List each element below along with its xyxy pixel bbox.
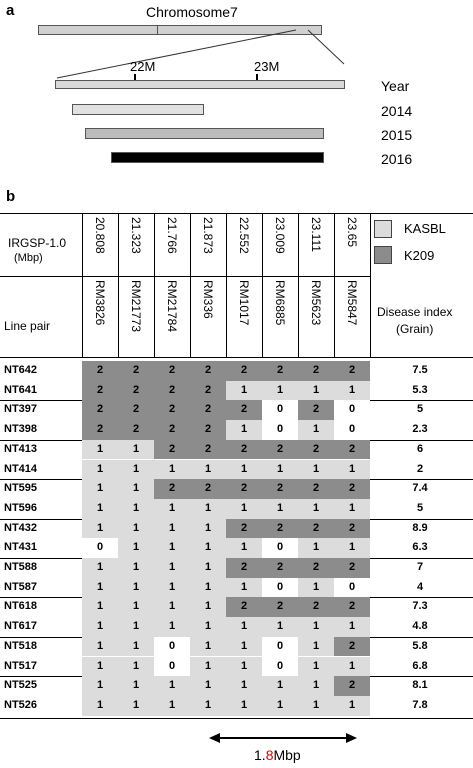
genotype-cell: 1 bbox=[226, 637, 262, 657]
line-pair-label: Line pair bbox=[4, 319, 51, 333]
interval-bar-2016 bbox=[111, 152, 324, 163]
marker-header bbox=[334, 280, 370, 356]
genotype-cell: 2 bbox=[190, 479, 226, 499]
genotype-cell: 1 bbox=[190, 637, 226, 657]
disease-index-value: 2 bbox=[416, 462, 424, 475]
position-value: 23.111 bbox=[309, 217, 323, 252]
genotype-cell: 2 bbox=[226, 519, 262, 539]
genotype-cell: 1 bbox=[190, 558, 226, 578]
genotype-cell: 0 bbox=[262, 420, 298, 440]
genotype-cell: 1 bbox=[298, 578, 334, 598]
genotype-cell: 1 bbox=[190, 617, 226, 637]
genotype-cell: 1 bbox=[118, 538, 154, 558]
genotype-cell: 0 bbox=[334, 400, 370, 420]
genotype-cell: 1 bbox=[298, 460, 334, 480]
genotype-cell: 1 bbox=[82, 617, 118, 637]
interval-bar-2015 bbox=[85, 128, 324, 139]
genotype-cell: 1 bbox=[334, 617, 370, 637]
genotype-cell: 2 bbox=[298, 479, 334, 499]
position-header bbox=[118, 217, 154, 275]
genotype-cell: 1 bbox=[82, 460, 118, 480]
position-value: 21.323 bbox=[129, 217, 143, 254]
marker-name: RM21784 bbox=[165, 280, 179, 333]
row-line-name: NT588 bbox=[4, 561, 38, 573]
disease-index-value: 4.8 bbox=[412, 620, 428, 633]
genotype-cell: 2 bbox=[298, 361, 334, 381]
genotype-cell: 2 bbox=[118, 381, 154, 401]
reference-label: IRGSP-1.0 bbox=[8, 236, 67, 250]
genotype-cell: 1 bbox=[154, 538, 190, 558]
marker-header bbox=[262, 280, 298, 356]
genotype-cell: 1 bbox=[190, 597, 226, 617]
genotype-cell: 2 bbox=[226, 597, 262, 617]
genotype-cell: 2 bbox=[298, 597, 334, 617]
disease-index-value: 7.8 bbox=[412, 698, 428, 711]
disease-index-value: 5.3 bbox=[412, 383, 428, 396]
disease-index-value: 7 bbox=[416, 561, 424, 573]
genotype-cell: 1 bbox=[154, 499, 190, 519]
genotype-cell: 2 bbox=[334, 479, 370, 499]
legend-k209-label: K209 bbox=[404, 248, 435, 263]
genotype-cell: 1 bbox=[118, 637, 154, 657]
position-header bbox=[298, 217, 334, 275]
position-header bbox=[262, 217, 298, 275]
panel-a-letter: a bbox=[6, 2, 15, 19]
genotype-cell: 2 bbox=[226, 440, 262, 460]
marker-name: RM336 bbox=[201, 280, 215, 319]
genotype-cell: 0 bbox=[262, 400, 298, 420]
genotype-cell: 0 bbox=[82, 538, 118, 558]
row-line-name: NT587 bbox=[4, 580, 38, 593]
disease-index-value: 5.8 bbox=[412, 639, 428, 652]
disease-index-value: 5 bbox=[416, 501, 424, 514]
genotype-cell: 1 bbox=[226, 676, 262, 696]
genotype-cell: 2 bbox=[334, 637, 370, 657]
disease-index-value: 2.3 bbox=[412, 423, 428, 436]
genotype-cell: 1 bbox=[154, 676, 190, 696]
genotype-cell: 1 bbox=[334, 696, 370, 716]
year-header: Year bbox=[381, 78, 410, 94]
genotype-cell: 1 bbox=[190, 519, 226, 539]
position-header bbox=[82, 217, 118, 275]
genotype-cell: 1 bbox=[118, 597, 154, 617]
marker-header bbox=[82, 280, 118, 356]
genotype-cell: 1 bbox=[154, 558, 190, 578]
marker-name: RM5623 bbox=[309, 280, 323, 326]
position-value: 22.552 bbox=[237, 217, 251, 254]
marker-header bbox=[118, 280, 154, 356]
genotype-cell: 1 bbox=[82, 479, 118, 499]
genotype-cell: 0 bbox=[262, 657, 298, 677]
genotype-cell: 2 bbox=[190, 420, 226, 440]
genotype-cell: 1 bbox=[334, 499, 370, 519]
genotype-cell: 0 bbox=[154, 637, 190, 657]
scale-prefix: 1. bbox=[254, 747, 266, 763]
row-line-name: NT526 bbox=[4, 698, 38, 711]
scale-suffix: Mbp bbox=[273, 747, 301, 763]
genotype-cell: 1 bbox=[298, 637, 334, 657]
genotype-cell: 1 bbox=[262, 696, 298, 716]
zoom-region-bar bbox=[55, 80, 345, 89]
genotype-cell: 2 bbox=[82, 361, 118, 381]
disease-index-value: 6.3 bbox=[412, 541, 428, 554]
year-label-2016: 2016 bbox=[381, 151, 413, 167]
legend-k209-swatch bbox=[374, 246, 392, 264]
position-header bbox=[190, 217, 226, 275]
genotype-cell: 1 bbox=[82, 676, 118, 696]
genotype-cell: 2 bbox=[154, 361, 190, 381]
genotype-cell: 2 bbox=[226, 479, 262, 499]
genotype-cell: 2 bbox=[154, 381, 190, 401]
genotype-cell: 1 bbox=[82, 657, 118, 677]
genotype-cell: 1 bbox=[154, 460, 190, 480]
genotype-cell: 1 bbox=[298, 676, 334, 696]
scale-arrow bbox=[0, 724, 473, 754]
position-header bbox=[334, 217, 370, 275]
genotype-cell: 2 bbox=[154, 420, 190, 440]
genotype-cell: 1 bbox=[262, 617, 298, 637]
genotype-cell: 2 bbox=[262, 597, 298, 617]
genotype-cell: 1 bbox=[334, 538, 370, 558]
genotype-cell: 1 bbox=[154, 696, 190, 716]
row-line-name: NT641 bbox=[4, 383, 38, 396]
genotype-cell: 2 bbox=[226, 361, 262, 381]
genotype-cell: 1 bbox=[334, 460, 370, 480]
genotype-cell: 2 bbox=[298, 558, 334, 578]
genotype-cell: 2 bbox=[298, 440, 334, 460]
genotype-cell: 2 bbox=[82, 400, 118, 420]
genotype-cell: 1 bbox=[190, 460, 226, 480]
position-header bbox=[154, 217, 190, 275]
genotype-cell: 0 bbox=[334, 578, 370, 598]
genotype-cell: 1 bbox=[82, 519, 118, 539]
legend-kasbl-swatch bbox=[374, 220, 392, 238]
year-label-2014: 2014 bbox=[381, 103, 413, 119]
panel-b-letter: b bbox=[6, 188, 16, 205]
chromosome-label: Chromosome7 bbox=[146, 4, 238, 20]
genotype-cell: 1 bbox=[190, 696, 226, 716]
genotype-cell: 1 bbox=[298, 499, 334, 519]
genotype-cell: 1 bbox=[262, 381, 298, 401]
disease-index-value: 6.8 bbox=[412, 659, 428, 672]
genotype-cell: 0 bbox=[154, 657, 190, 677]
genotype-cell: 1 bbox=[82, 440, 118, 460]
disease-index-value: 8.1 bbox=[412, 679, 428, 692]
interval-bar-2014 bbox=[72, 104, 204, 115]
marker-name: RM21773 bbox=[129, 280, 143, 333]
genotype-cell: 2 bbox=[82, 381, 118, 401]
genotype-cell: 0 bbox=[334, 420, 370, 440]
genotype-cell: 1 bbox=[82, 696, 118, 716]
genotype-cell: 1 bbox=[118, 440, 154, 460]
row-line-name: NT398 bbox=[4, 423, 38, 436]
position-value: 23.65 bbox=[345, 217, 359, 248]
genotype-cell: 2 bbox=[334, 361, 370, 381]
genotype-cell: 1 bbox=[226, 696, 262, 716]
genotype-cell: 1 bbox=[118, 578, 154, 598]
row-line-name: NT397 bbox=[4, 403, 38, 416]
row-line-name: NT413 bbox=[4, 442, 38, 455]
position-value: 21.873 bbox=[201, 217, 215, 254]
genotype-cell: 1 bbox=[190, 657, 226, 677]
row-line-name: NT642 bbox=[4, 364, 38, 376]
genotype-cell: 2 bbox=[334, 597, 370, 617]
genotype-cell: 1 bbox=[154, 597, 190, 617]
genotype-cell: 1 bbox=[118, 479, 154, 499]
genotype-cell: 2 bbox=[118, 400, 154, 420]
row-line-name: NT595 bbox=[4, 482, 38, 495]
row-line-name: NT518 bbox=[4, 639, 38, 652]
genotype-cell: 2 bbox=[82, 420, 118, 440]
row-line-name: NT618 bbox=[4, 600, 38, 613]
disease-index-value: 5 bbox=[416, 403, 424, 416]
disease-index-label: Disease index bbox=[377, 305, 453, 319]
disease-index-value: 7.5 bbox=[412, 364, 428, 376]
genotype-cell: 2 bbox=[226, 558, 262, 578]
genotype-cell: 0 bbox=[262, 538, 298, 558]
genotype-cell: 1 bbox=[190, 538, 226, 558]
genotype-cell: 1 bbox=[334, 381, 370, 401]
genotype-cell: 2 bbox=[262, 361, 298, 381]
scale-highlight: 8 bbox=[265, 747, 274, 763]
genotype-cell: 1 bbox=[226, 538, 262, 558]
position-value: 21.766 bbox=[165, 217, 179, 254]
row-line-name: NT432 bbox=[4, 521, 38, 534]
row-line-name: NT525 bbox=[4, 679, 38, 692]
genotype-cell: 1 bbox=[154, 519, 190, 539]
genotype-cell: 1 bbox=[262, 676, 298, 696]
genotype-cell: 1 bbox=[118, 499, 154, 519]
genotype-cell: 2 bbox=[190, 440, 226, 460]
genotype-cell: 1 bbox=[262, 460, 298, 480]
genotype-cell: 1 bbox=[82, 499, 118, 519]
genotype-cell: 1 bbox=[226, 499, 262, 519]
genotype-cell: 1 bbox=[262, 499, 298, 519]
genotype-cell: 2 bbox=[334, 440, 370, 460]
genotype-table bbox=[0, 213, 473, 733]
position-value: 23.009 bbox=[273, 217, 287, 254]
genotype-cell: 1 bbox=[226, 578, 262, 598]
genotype-cell: 2 bbox=[154, 400, 190, 420]
genotype-cell: 0 bbox=[262, 578, 298, 598]
genotype-cell: 2 bbox=[118, 361, 154, 381]
marker-name: RM6885 bbox=[273, 280, 287, 326]
year-label-2015: 2015 bbox=[381, 127, 413, 143]
marker-header bbox=[154, 280, 190, 356]
genotype-cell: 2 bbox=[262, 479, 298, 499]
position-value: 20.808 bbox=[93, 217, 107, 254]
genotype-cell: 2 bbox=[334, 676, 370, 696]
genotype-cell: 1 bbox=[226, 617, 262, 637]
genotype-cell: 1 bbox=[118, 558, 154, 578]
marker-name: RM1017 bbox=[237, 280, 251, 326]
genotype-cell: 2 bbox=[298, 519, 334, 539]
genotype-cell: 2 bbox=[262, 558, 298, 578]
reference-unit: (Mbp) bbox=[14, 252, 43, 264]
marker-name: RM3826 bbox=[93, 280, 107, 326]
marker-header bbox=[226, 280, 262, 356]
disease-index-value: 7.3 bbox=[412, 600, 428, 613]
row-line-name: NT431 bbox=[4, 541, 38, 554]
genotype-cell: 1 bbox=[154, 617, 190, 637]
row-line-name: NT517 bbox=[4, 659, 38, 672]
tick-label-23M: 23M bbox=[254, 59, 280, 74]
disease-index-value: 4 bbox=[416, 580, 424, 593]
genotype-cell: 2 bbox=[118, 420, 154, 440]
position-header bbox=[226, 217, 262, 275]
genotype-cell: 1 bbox=[118, 696, 154, 716]
marker-header bbox=[298, 280, 334, 356]
genotype-cell: 2 bbox=[190, 361, 226, 381]
genotype-cell: 2 bbox=[298, 400, 334, 420]
disease-index-unit: (Grain) bbox=[396, 322, 434, 336]
genotype-cell: 1 bbox=[82, 597, 118, 617]
genotype-cell: 2 bbox=[262, 519, 298, 539]
genotype-cell: 1 bbox=[226, 381, 262, 401]
genotype-cell: 1 bbox=[226, 420, 262, 440]
genotype-cell: 1 bbox=[118, 676, 154, 696]
row-line-name: NT414 bbox=[4, 462, 38, 475]
genotype-cell: 2 bbox=[190, 381, 226, 401]
genotype-cell: 2 bbox=[190, 400, 226, 420]
genotype-cell: 1 bbox=[298, 696, 334, 716]
genotype-cell: 1 bbox=[334, 657, 370, 677]
tick-label-22M: 22M bbox=[130, 59, 156, 74]
row-line-name: NT596 bbox=[4, 501, 38, 514]
genotype-cell: 1 bbox=[82, 637, 118, 657]
row-line-name: NT617 bbox=[4, 620, 38, 633]
disease-index-value: 8.9 bbox=[412, 521, 428, 534]
genotype-cell: 1 bbox=[226, 460, 262, 480]
genotype-cell: 1 bbox=[118, 519, 154, 539]
genotype-cell: 1 bbox=[82, 558, 118, 578]
marker-header bbox=[190, 280, 226, 356]
genotype-cell: 1 bbox=[154, 578, 190, 598]
genotype-cell: 2 bbox=[154, 479, 190, 499]
genotype-cell: 0 bbox=[262, 637, 298, 657]
genotype-cell: 1 bbox=[118, 460, 154, 480]
genotype-cell: 2 bbox=[226, 400, 262, 420]
genotype-cell: 1 bbox=[298, 538, 334, 558]
genotype-cell: 2 bbox=[334, 558, 370, 578]
genotype-cell: 2 bbox=[262, 440, 298, 460]
disease-index-value: 6 bbox=[416, 442, 424, 455]
genotype-cell: 2 bbox=[154, 440, 190, 460]
legend-kasbl-label: KASBL bbox=[404, 221, 446, 236]
genotype-cell: 1 bbox=[190, 499, 226, 519]
genotype-cell: 1 bbox=[298, 420, 334, 440]
genotype-cell: 1 bbox=[298, 381, 334, 401]
marker-name: RM5847 bbox=[345, 280, 359, 326]
genotype-cell: 1 bbox=[118, 617, 154, 637]
zoom-lines bbox=[0, 0, 473, 90]
genotype-cell: 1 bbox=[118, 657, 154, 677]
genotype-cell: 1 bbox=[190, 676, 226, 696]
genotype-cell: 1 bbox=[298, 657, 334, 677]
genotype-cell: 2 bbox=[334, 519, 370, 539]
disease-index-value: 7.4 bbox=[412, 482, 428, 495]
scale-label bbox=[254, 747, 301, 763]
genotype-cell: 1 bbox=[190, 578, 226, 598]
genotype-cell: 1 bbox=[82, 578, 118, 598]
genotype-cell: 1 bbox=[298, 617, 334, 637]
genotype-cell: 1 bbox=[226, 657, 262, 677]
